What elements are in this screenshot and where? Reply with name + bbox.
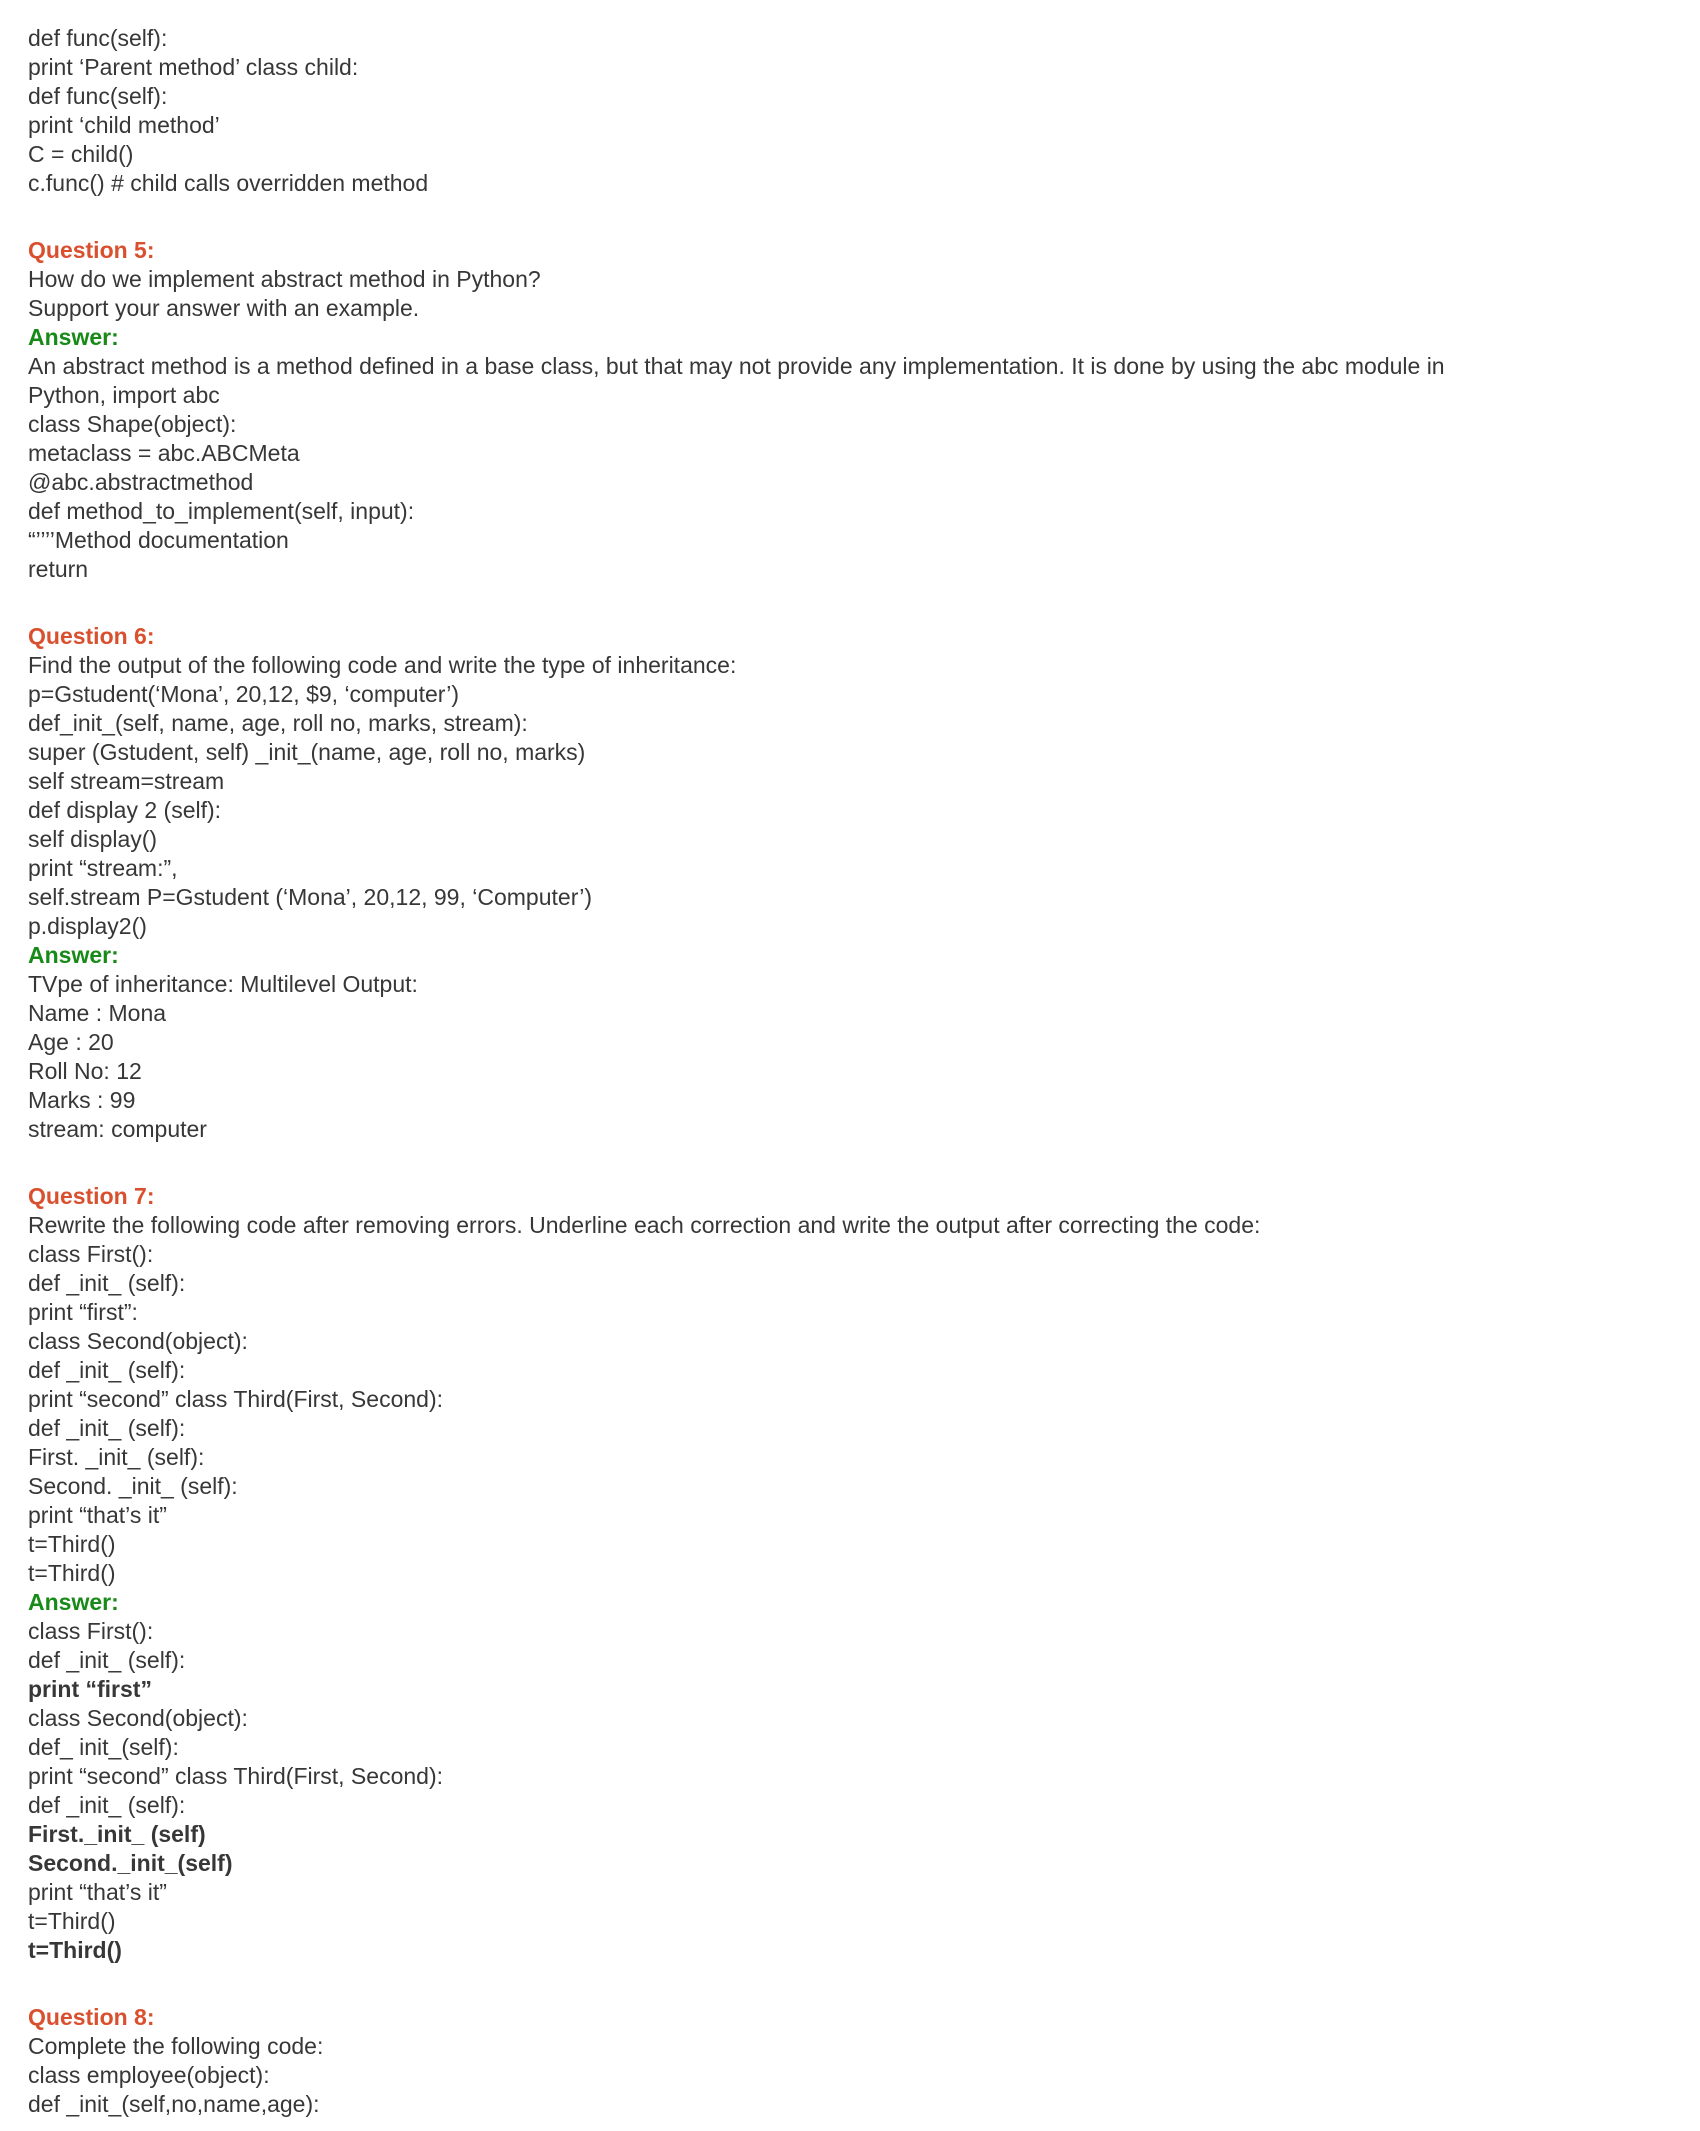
text-line: class Second(object): [28,1705,248,1731]
question-heading: Question 8: [28,2004,155,2030]
text-line: def _init_ (self): [28,1647,186,1673]
text-line: Name : Mona [28,1000,167,1026]
text-line: self stream=stream [28,768,225,794]
text-line: Support your answer with an example. [28,295,420,321]
text-line: TVpe of inheritance: Multilevel Output: [28,971,418,997]
text-line: print “second” class Third(First, Second): [28,1386,443,1412]
text-line: def_init_(self, name, age, roll no, marks, stream): [28,710,528,736]
text-line: class First(): [28,1618,154,1644]
answer-label: Answer: [28,1589,119,1615]
text-line: def _init_ (self): [28,1270,186,1296]
section-gap [28,584,1670,622]
code-line-bold: t=Third() [28,1937,122,1963]
text-line: def _init_ (self): [28,1415,186,1441]
text-line: Marks : 99 [28,1087,136,1113]
text-line: print ‘Parent method’ class child: [28,54,359,80]
text-line: def_ init_(self): [28,1734,179,1760]
text-line: def _init_ (self): [28,1792,186,1818]
code-line-bold: print “first” [28,1676,152,1702]
text-line: C = child() [28,141,134,167]
code-line-bold: First._init_ (self) [28,1821,206,1847]
text-line: def func(self): [28,25,168,51]
text-line: How do we implement abstract method in Python? [28,266,541,292]
text-line: class Shape(object): [28,411,237,437]
answer-label: Answer: [28,324,119,350]
text-line: stream: computer [28,1116,207,1142]
text-line: t=Third() [28,1908,116,1934]
text-line: c.func() # child calls overridden method [28,170,429,196]
text-line: First. _init_ (self): [28,1444,205,1470]
text-line: print ‘child method’ [28,112,220,138]
text-line: Roll No: 12 [28,1058,142,1084]
text-line: def method_to_implement(self, input): [28,498,415,524]
question-heading: Question 7: [28,1183,155,1209]
text-line: p=Gstudent(‘Mona’, 20,12, $9, ‘computer’) [28,681,460,707]
text-line: @abc.abstractmethod [28,469,254,495]
text-line: class Second(object): [28,1328,248,1354]
text-line: Rewrite the following code after removing errors. Underline each correction and write the output after correcting the code: [28,1212,1261,1238]
text-line: super (Gstudent, self) _init_(name, age, roll no, marks) [28,739,586,765]
text-line: self display() [28,826,158,852]
text-line: Python, import abc [28,382,220,408]
question-heading: Question 6: [28,623,155,649]
text-line: p.display2() [28,913,147,939]
text-line: An abstract method is a method defined in a base class, but that may not provide any implementation. It is done by using the abc module in [28,353,1445,379]
text-line: Find the output of the following code and write the type of inheritance: [28,652,737,678]
text-line: self.stream P=Gstudent (‘Mona’, 20,12, 99, ‘Computer’) [28,884,592,910]
text-line: Second. _init_ (self): [28,1473,238,1499]
section-gap [28,1965,1670,2003]
text-line: metaclass = abc.ABCMeta [28,440,300,466]
question-heading: Question 5: [28,237,155,263]
text-line: class employee(object): [28,2062,270,2088]
text-line: class First(): [28,1241,154,1267]
text-line: def func(self): [28,83,168,109]
text-line: print “first”: [28,1299,138,1325]
text-line: print “second” class Third(First, Second): [28,1763,443,1789]
text-line: def _init_ (self): [28,1357,186,1383]
section-gap [28,198,1670,236]
text-line: print “stream:”, [28,855,178,881]
text-line: t=Third() [28,1531,116,1557]
text-line: return [28,556,89,582]
answer-label: Answer: [28,942,119,968]
text-line: Age : 20 [28,1029,114,1055]
text-line: def _init_(self,no,name,age): [28,2091,320,2117]
text-line: print “that’s it” [28,1879,167,1905]
text-line: Complete the following code: [28,2033,324,2059]
text-line: t=Third() [28,1560,116,1586]
text-line: print “that’s it” [28,1502,167,1528]
text-line: “’’’’Method documentation [28,527,289,553]
text-line: def display 2 (self): [28,797,222,823]
code-line-bold: Second._init_(self) [28,1850,233,1876]
section-gap [28,1144,1670,1182]
